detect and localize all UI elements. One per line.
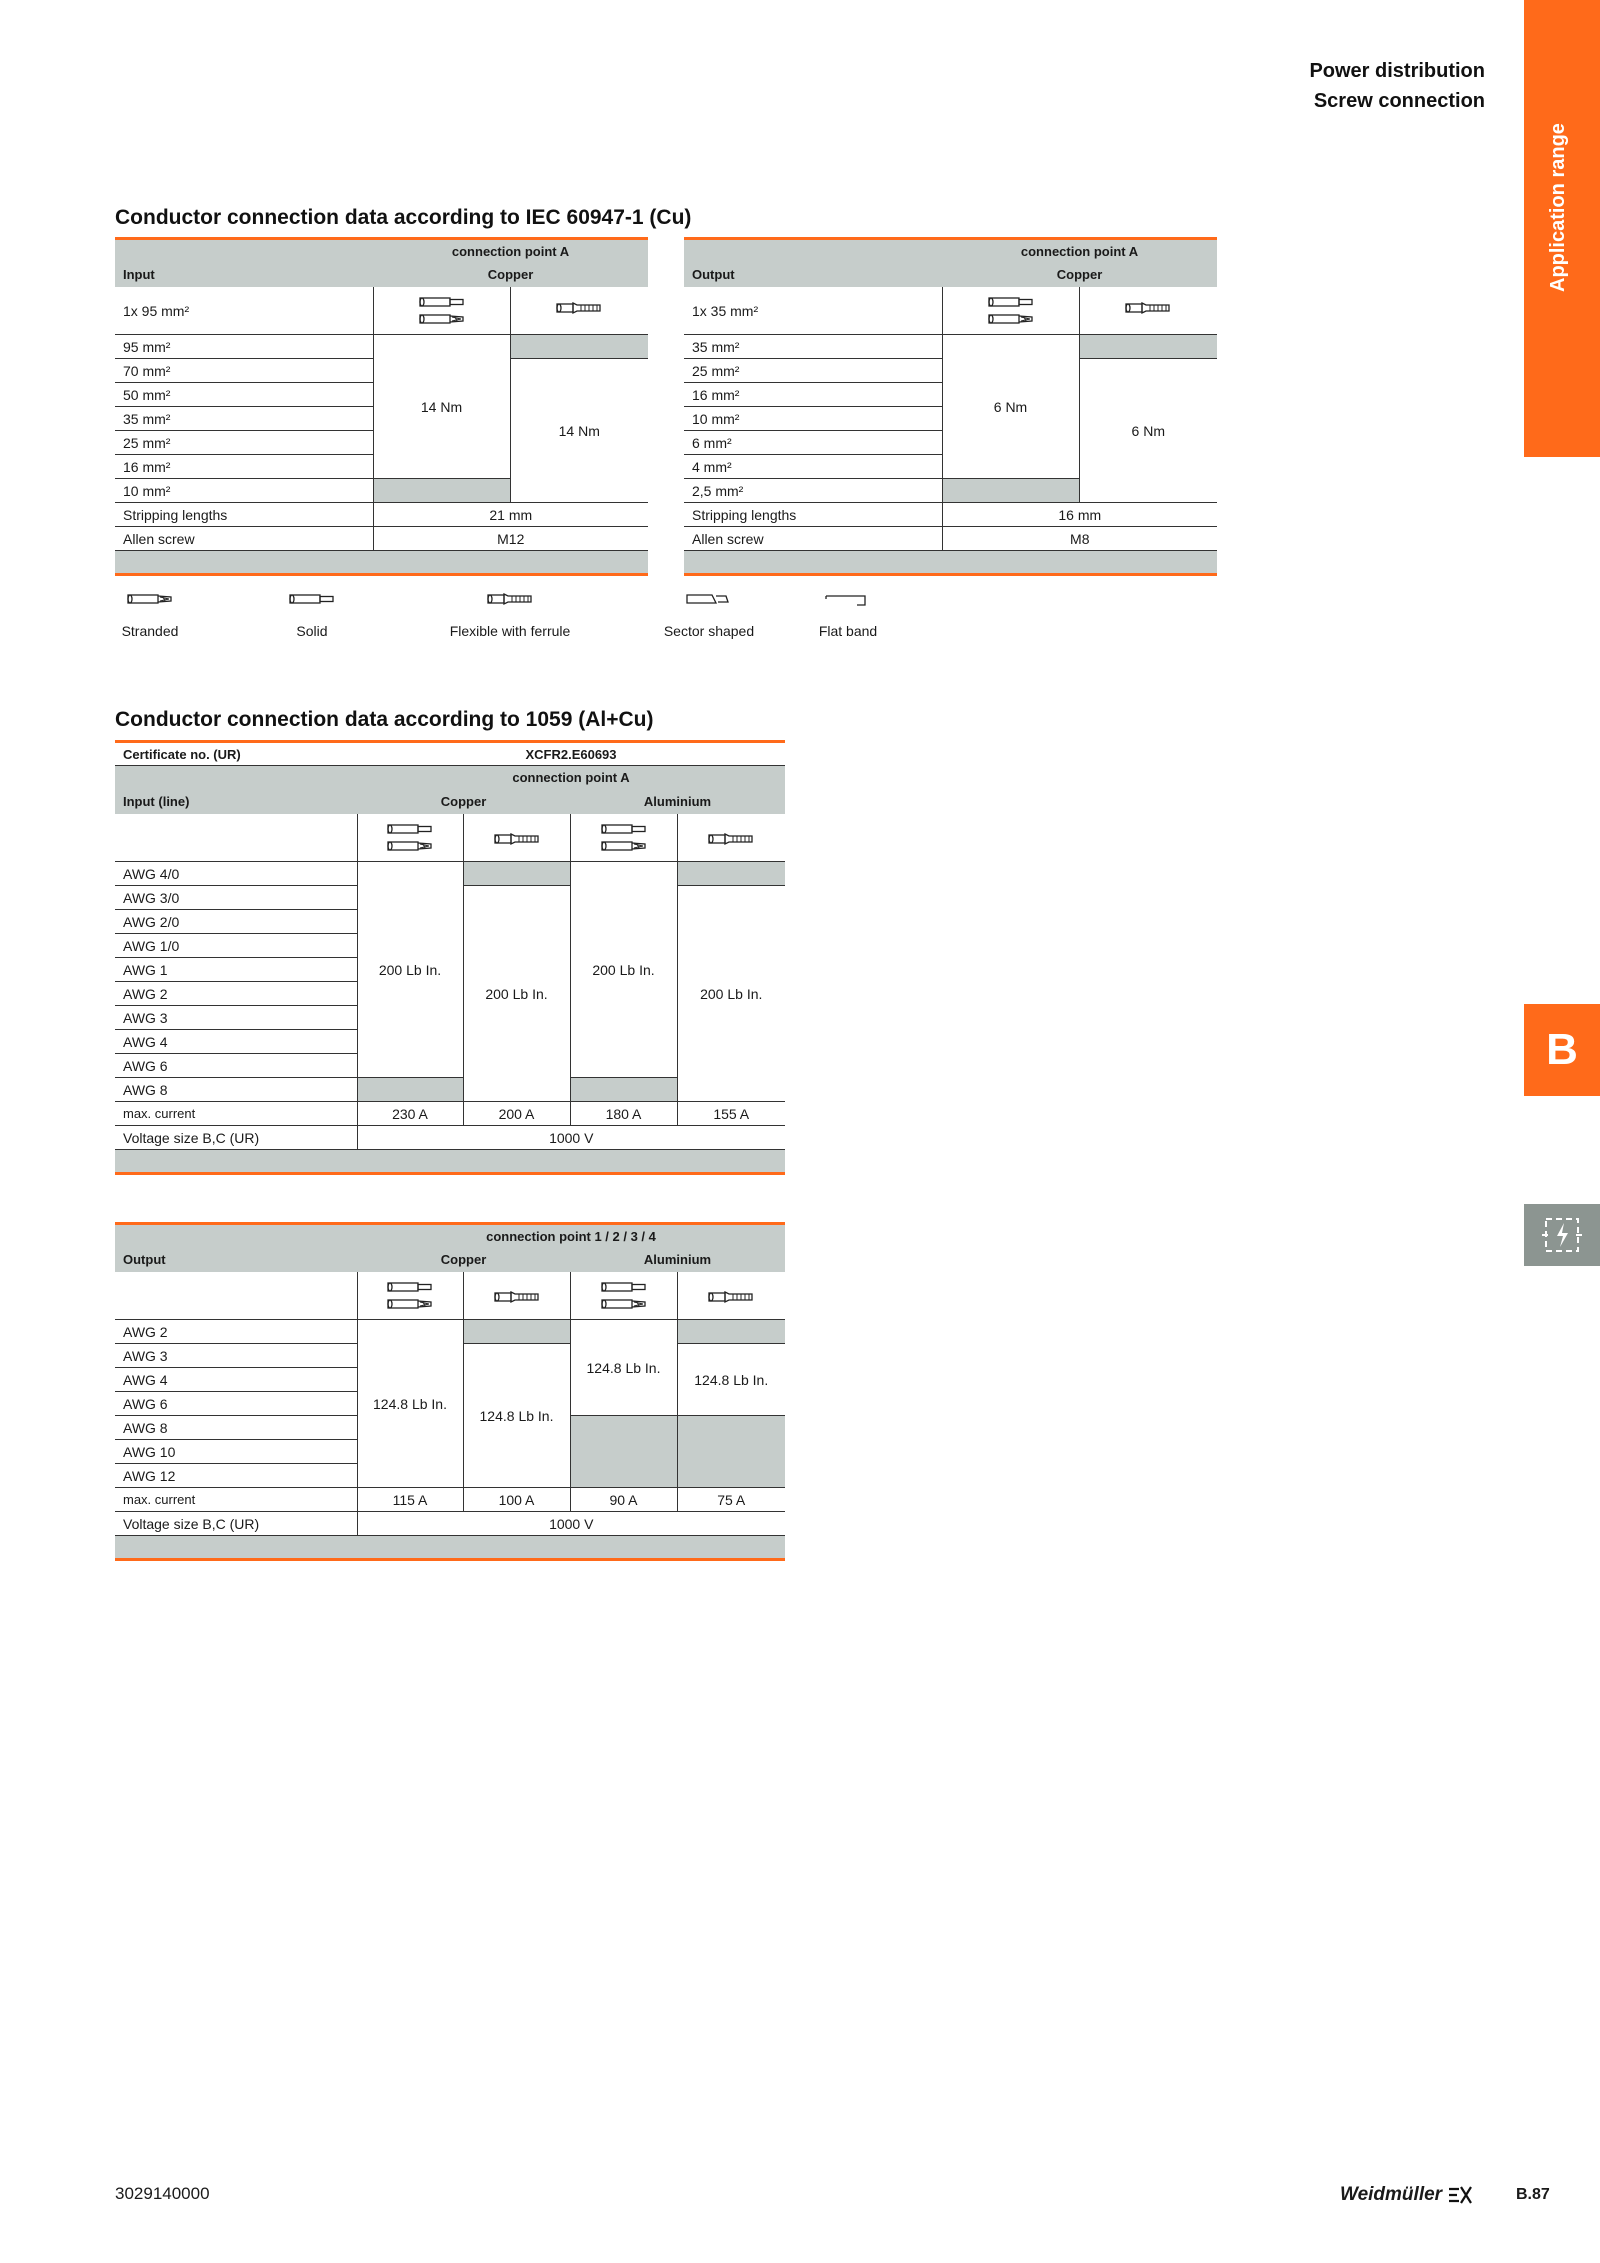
ul-input-table — [115, 740, 785, 1175]
ferrule-icon — [556, 301, 602, 315]
torque-solid: 14 Nm — [373, 335, 510, 479]
max-current-value: 90 A — [570, 1488, 677, 1512]
max-current-label: max. current — [115, 1102, 357, 1126]
voltage-value: 1000 V — [357, 1126, 785, 1150]
stripping-value: 21 mm — [373, 503, 648, 527]
stranded-solid-icon — [419, 295, 465, 327]
size-row: AWG 8 — [115, 1078, 357, 1102]
input-line-label: Input (line) — [115, 790, 357, 814]
aluminium-label: Aluminium — [570, 1248, 785, 1272]
power-distribution-icon[interactable] — [1524, 1204, 1600, 1266]
allen-value: M12 — [373, 527, 648, 551]
allen-label: Allen screw — [684, 527, 942, 551]
size-row: AWG 4 — [115, 1368, 357, 1392]
page-number: B.87 — [1516, 2186, 1550, 2203]
application-range-label: Application range — [1547, 123, 1569, 292]
brand-mark-icon — [1447, 2185, 1473, 2205]
legend-sector — [656, 592, 762, 639]
torque-cu-solid: 124.8 Lb In. — [357, 1320, 463, 1488]
size-row: AWG 1 — [115, 958, 357, 982]
chapter-b-tab[interactable]: B — [1524, 1004, 1600, 1096]
legend-stranded — [110, 592, 190, 639]
connection-point-label: connection point A — [942, 239, 1217, 263]
legend-label: Flat band — [818, 623, 878, 639]
max-current-value: 155 A — [677, 1102, 785, 1126]
size-row: AWG 2 — [115, 1320, 357, 1344]
brand-logo — [1340, 2184, 1473, 2206]
size-row: AWG 2/0 — [115, 910, 357, 934]
connection-point-label: connection point A — [357, 766, 785, 790]
stripping-label: Stripping lengths — [684, 503, 942, 527]
copper-label: Copper — [357, 790, 570, 814]
size-row: 50 mm² — [115, 383, 373, 407]
max-current-value: 115 A — [357, 1488, 463, 1512]
ferrule-icon — [708, 1290, 754, 1304]
voltage-label: Voltage size B,C (UR) — [115, 1126, 357, 1150]
size-row: AWG 6 — [115, 1054, 357, 1078]
allen-label: Allen screw — [115, 527, 373, 551]
page-header — [1309, 56, 1485, 116]
stripping-value: 16 mm — [942, 503, 1217, 527]
section1-title: Conductor connection data according to IEC 60947-1 (Cu) — [115, 206, 692, 229]
torque-al-solid: 124.8 Lb In. — [570, 1320, 677, 1416]
copper-label: Copper — [357, 1248, 570, 1272]
iec-input-table — [115, 237, 648, 576]
max-current-value: 200 A — [463, 1102, 570, 1126]
size-row: 25 mm² — [115, 431, 373, 455]
size-row: AWG 6 — [115, 1392, 357, 1416]
certificate-value: XCFR2.E60693 — [357, 742, 785, 766]
legend-label: Sector shaped — [663, 623, 755, 639]
size-row: 4 mm² — [684, 455, 942, 479]
flat-band-icon — [825, 592, 871, 606]
torque-al-ferrule: 124.8 Lb In. — [677, 1344, 785, 1416]
legend-label: Solid — [296, 623, 328, 639]
output-label: Output — [115, 1248, 357, 1272]
torque-cu-ferrule: 200 Lb In. — [463, 886, 570, 1102]
size-row: AWG 3/0 — [115, 886, 357, 910]
aluminium-label: Aluminium — [570, 790, 785, 814]
ferrule-icon — [494, 1290, 540, 1304]
material-label: Copper — [942, 263, 1217, 287]
ferrule-icon — [487, 592, 533, 606]
size-row: 35 mm² — [684, 335, 942, 359]
legend-label: Flexible with ferrule — [449, 623, 571, 639]
size-row: 16 mm² — [115, 455, 373, 479]
max-current-value: 180 A — [570, 1102, 677, 1126]
ferrule-icon — [1125, 301, 1171, 315]
size-row: AWG 10 — [115, 1440, 357, 1464]
size-row: 70 mm² — [115, 359, 373, 383]
torque-cu-solid: 200 Lb In. — [357, 862, 463, 1078]
max-current-value: 75 A — [677, 1488, 785, 1512]
size-row: 10 mm² — [115, 479, 373, 503]
allen-value: M8 — [942, 527, 1217, 551]
size-row: AWG 3 — [115, 1006, 357, 1030]
max-current-value: 230 A — [357, 1102, 463, 1126]
legend-label: Stranded — [121, 623, 179, 639]
size-row: 10 mm² — [684, 407, 942, 431]
connection-point-label: connection point A — [373, 239, 648, 263]
single-conductor-size: 1x 95 mm² — [115, 287, 373, 335]
size-row: 25 mm² — [684, 359, 942, 383]
size-row: AWG 2 — [115, 982, 357, 1006]
material-label: Copper — [373, 263, 648, 287]
output-label: Output — [684, 263, 942, 287]
stranded-solid-icon — [988, 295, 1034, 327]
connection-point-label: connection point 1 / 2 / 3 / 4 — [357, 1224, 785, 1248]
stranded-solid-icon — [387, 1280, 433, 1312]
ferrule-icon — [494, 832, 540, 846]
size-row: 16 mm² — [684, 383, 942, 407]
sector-shaped-icon — [686, 592, 732, 606]
size-row: AWG 12 — [115, 1464, 357, 1488]
input-label: Input — [115, 263, 373, 287]
voltage-label: Voltage size B,C (UR) — [115, 1512, 357, 1536]
legend-flat — [808, 592, 888, 639]
single-conductor-size: 1x 35 mm² — [684, 287, 942, 335]
stranded-icon — [127, 592, 173, 606]
torque-solid: 6 Nm — [942, 335, 1079, 479]
torque-cu-ferrule: 124.8 Lb In. — [463, 1344, 570, 1488]
size-row: AWG 8 — [115, 1416, 357, 1440]
ferrule-icon — [708, 832, 754, 846]
legend-ferrule — [430, 592, 590, 639]
brand-name: Weidmüller — [1340, 2184, 1443, 2205]
size-row: AWG 4 — [115, 1030, 357, 1054]
stripping-label: Stripping lengths — [115, 503, 373, 527]
torque-ferrule: 6 Nm — [1079, 359, 1217, 503]
iec-output-table — [684, 237, 1217, 576]
header-line1: Power distribution — [1309, 60, 1485, 82]
size-row: 95 mm² — [115, 335, 373, 359]
stranded-solid-icon — [601, 1280, 647, 1312]
size-row: AWG 4/0 — [115, 862, 357, 886]
stranded-solid-icon — [601, 822, 647, 854]
size-row: 2,5 mm² — [684, 479, 942, 503]
max-current-value: 100 A — [463, 1488, 570, 1512]
max-current-label: max. current — [115, 1488, 357, 1512]
ul-output-table — [115, 1222, 785, 1561]
size-row: 35 mm² — [115, 407, 373, 431]
section2-title: Conductor connection data according to 1059 (Al+Cu) — [115, 708, 654, 731]
solid-icon — [289, 592, 335, 606]
size-row: AWG 1/0 — [115, 934, 357, 958]
stranded-solid-icon — [387, 822, 433, 854]
certificate-label: Certificate no. (UR) — [115, 742, 357, 766]
torque-al-ferrule: 200 Lb In. — [677, 886, 785, 1102]
article-number: 3029140000 — [115, 2184, 210, 2203]
torque-ferrule: 14 Nm — [510, 359, 648, 503]
size-row: 6 mm² — [684, 431, 942, 455]
size-row: AWG 3 — [115, 1344, 357, 1368]
voltage-value: 1000 V — [357, 1512, 785, 1536]
legend-solid — [272, 592, 352, 639]
header-line2: Screw connection — [1313, 90, 1485, 112]
torque-al-solid: 200 Lb In. — [570, 862, 677, 1078]
